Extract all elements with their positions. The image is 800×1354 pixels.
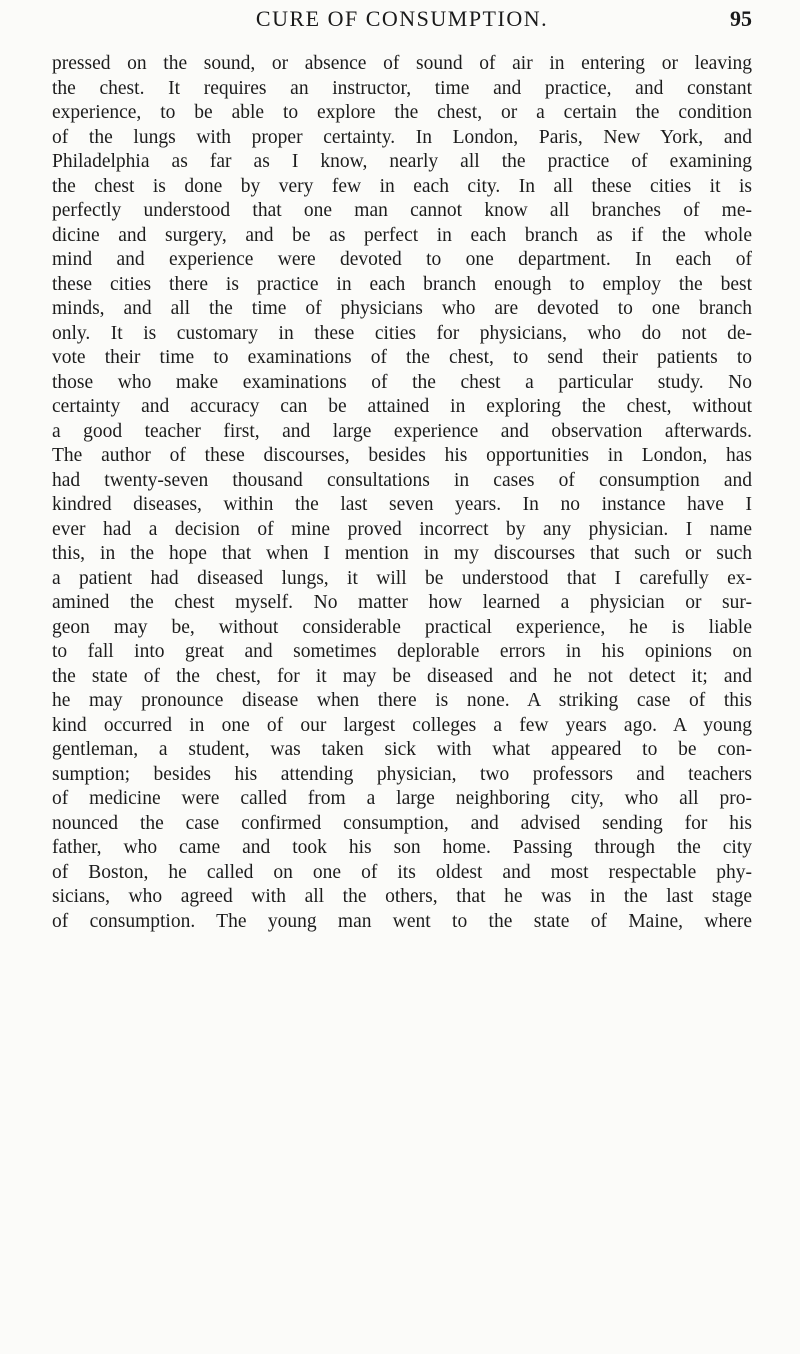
text-line: kind occurred in one of our largest colleges a few years ago. A young xyxy=(52,714,752,736)
text-line: sicians, who agreed with all the others, that he was in the last stage xyxy=(52,886,752,907)
text-line: the state of the chest, for it may be diseased and he not detect it; and xyxy=(52,665,752,687)
text-line: perfectly understood that one man cannot know all branches of me- xyxy=(52,200,752,221)
text-line: The author of these discourses, besides his opportunities in London, has xyxy=(52,445,752,466)
text-line: this, in the hope that when I mention in my discourses that such or such xyxy=(52,543,752,564)
text-line: certainty and accuracy can be attained in exploring the chest, without xyxy=(52,396,752,417)
text-line: he may pronounce disease when there is none. A striking case of this xyxy=(52,690,752,711)
body-text xyxy=(52,52,752,934)
text-line: experience, to be able to explore the chest, or a certain the condition xyxy=(52,102,752,123)
text-line: nounced the case confirmed consumption, and advised sending for his xyxy=(52,812,752,834)
text-line: Philadelphia as far as I know, nearly all the practice of examining xyxy=(52,151,752,172)
text-line: kindred diseases, within the last seven years. In no instance have I xyxy=(52,494,752,515)
text-line: sumption; besides his attending physician, two professors and teachers xyxy=(52,763,752,785)
text-line: father, who came and took his son home. Passing through the city xyxy=(52,837,752,858)
text-line: vote their time to examinations of the chest, to send their patients to xyxy=(52,347,752,368)
text-line: geon may be, without considerable practical experience, he is liable xyxy=(52,616,752,638)
text-line: gentleman, a student, was taken sick with what appeared to be con- xyxy=(52,739,752,760)
text-line: dicine and surgery, and be as perfect in each branch as if the whole xyxy=(52,224,752,246)
text-line: these cities there is practice in each branch enough to employ the best xyxy=(52,273,752,295)
text-line: to fall into great and sometimes deplorable errors in his opinions on xyxy=(52,641,752,662)
running-title: CURE OF CONSUMPTION. xyxy=(255,6,549,31)
text-line: a good teacher first, and large experience and observation afterwards. xyxy=(52,420,752,442)
text-line: pressed on the sound, or absence of sound of air in entering or leaving xyxy=(52,53,752,74)
text-line: mind and experience were devoted to one department. In each of xyxy=(52,249,752,270)
text-line: of Boston, he called on one of its oldest and most respectable phy- xyxy=(52,861,752,883)
text-line: amined the chest myself. No matter how learned a physician or sur- xyxy=(52,592,752,613)
text-line: the chest is done by very few in each city. In all these cities it is xyxy=(52,175,752,197)
running-head xyxy=(52,2,752,40)
text-line: only. It is customary in these cities for physicians, who do not de- xyxy=(52,322,752,344)
page-number: 95 xyxy=(730,6,752,31)
text-line: ever had a decision of mine proved incorrect by any physician. I name xyxy=(52,518,752,540)
text-line: those who make examinations of the chest a particular study. No xyxy=(52,371,752,393)
text-line: of medicine were called from a large neighboring city, who all pro- xyxy=(52,788,752,809)
text-line: a patient had diseased lungs, it will be understood that I carefully ex- xyxy=(52,567,752,589)
text-line: minds, and all the time of physicians who are devoted to one branch xyxy=(52,298,752,319)
text-line: had twenty-seven thousand consultations in cases of consumption and xyxy=(52,469,752,491)
text-line: of consumption. The young man went to the state of Maine, where xyxy=(52,910,752,932)
text-line: of the lungs with proper certainty. In London, Paris, New York, and xyxy=(52,126,752,148)
text-line: the chest. It requires an instructor, time and practice, and constant xyxy=(52,77,752,99)
